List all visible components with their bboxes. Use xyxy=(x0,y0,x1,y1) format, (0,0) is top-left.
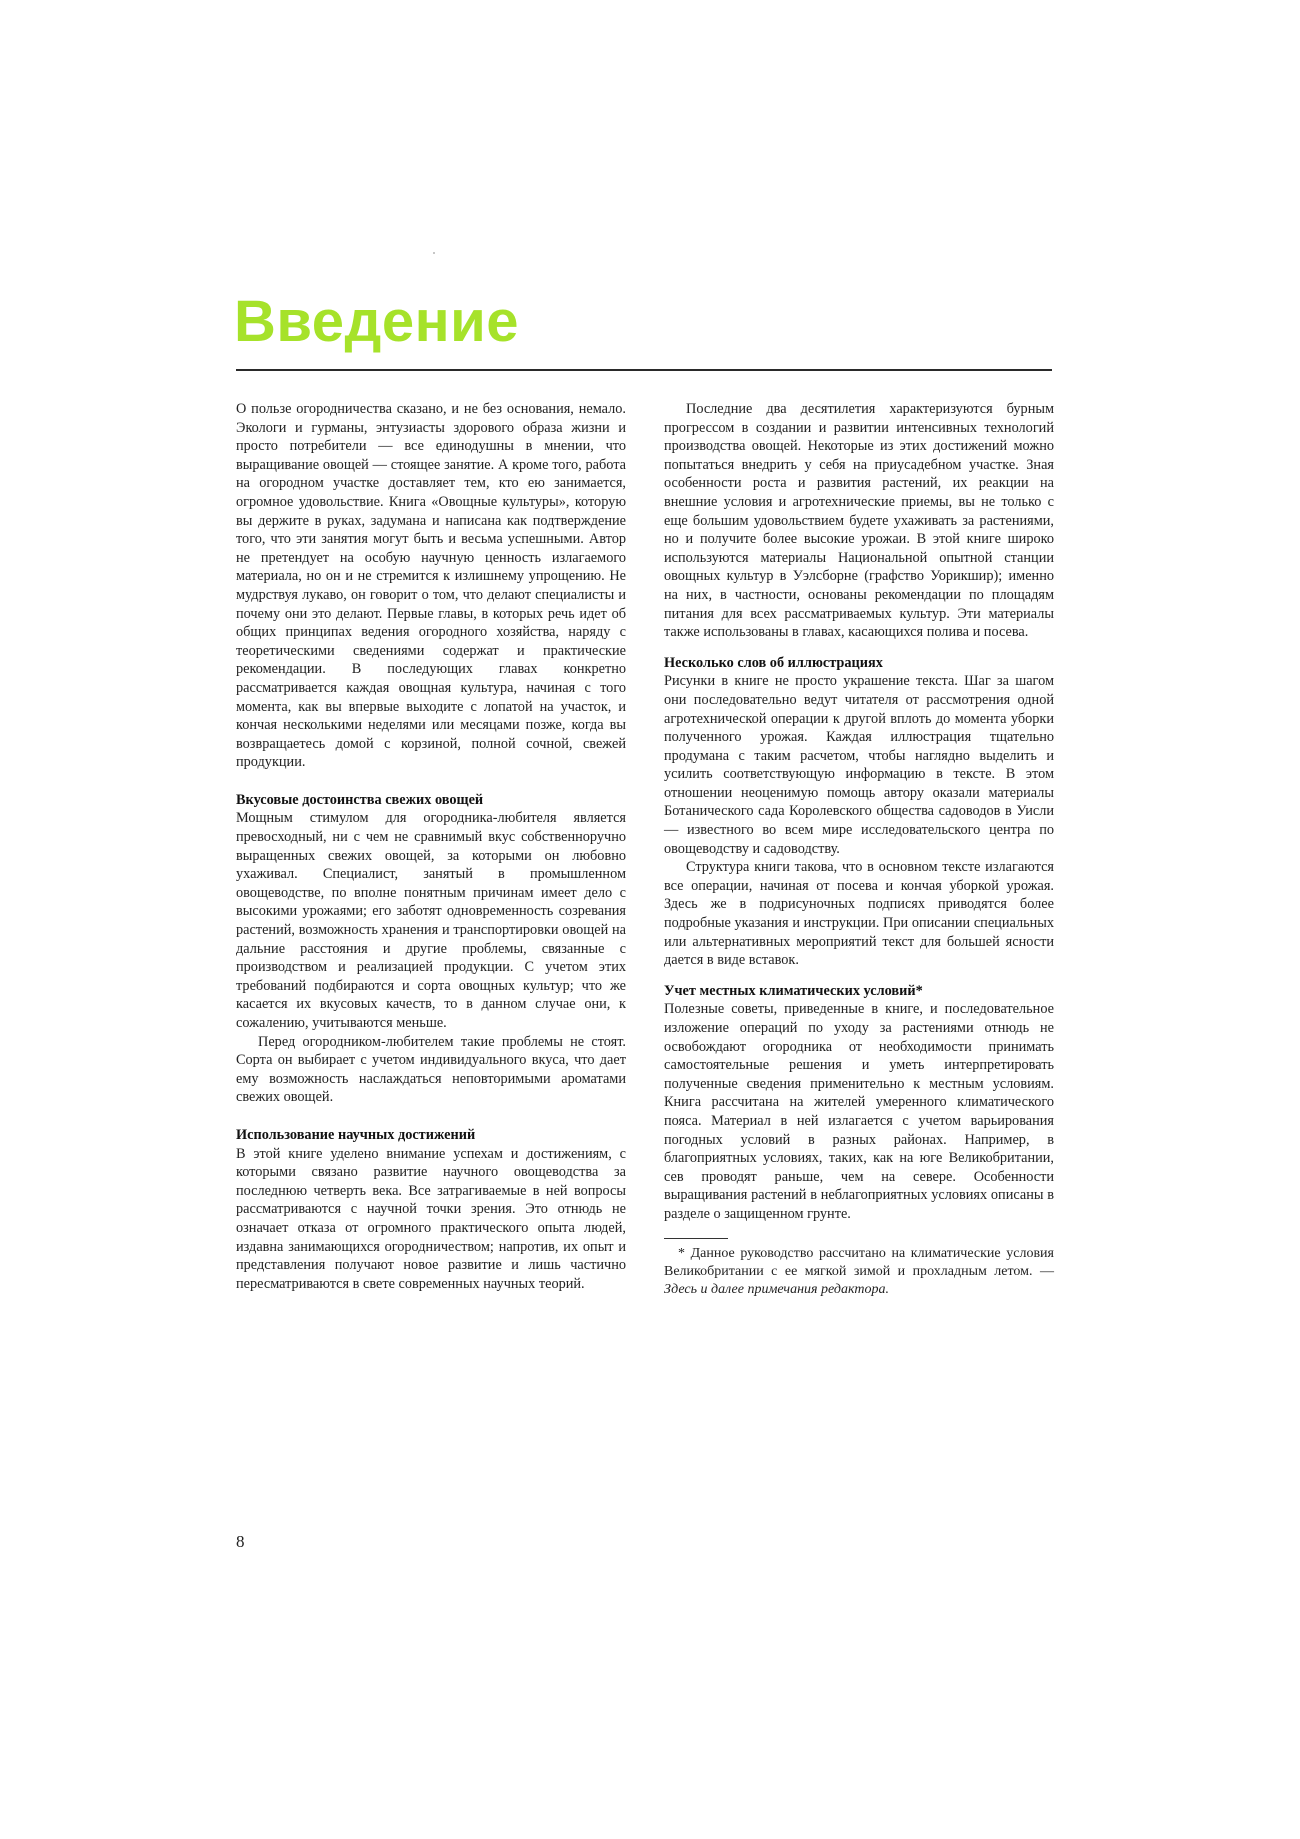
title-rule xyxy=(236,369,1052,371)
fresh-taste-paragraph-2: Перед огородником-любителем такие проблемы не стоят. Сорта он выбирает с учетом индивидуального вкуса, что дает ему возможность наслаждаться неповторимыми ароматами свежих овощей. xyxy=(236,1033,626,1106)
illustrations-paragraph-1: Рисунки в книге не просто украшение текста. Шаг за шагом они последовательно ведут читателя от рассмотрения одной агротехнической операции к другой вплоть до момента уборки полученного урожая. Каждая иллюстрация тщательно продумана с таким расчетом, чтобы наглядно выделить и усилить соответствующую информацию в тексте. В этом отношении неоценимую помощь автору оказали материалы Ботанического сада Королевского общества садоводов в Уисли — известного во всем мире исследовательского центра по овощеводству и садоводству. xyxy=(664,673,1054,857)
progress-paragraph: Последние два десятилетия характеризуются бурным прогрессом в создании и развитии интенсивных технологий производства овощей. Некоторые из этих достижений можно попытаться внедрить у себя на приусадебном участке. Зная особенности роста и развития растений, их реакции на внешние условия и агротехнические приемы, вы не только с еще большим удовольствием будете ухаживать за растениями, но и получите более высокие урожаи. В этой книге широко используются материалы Национальной опытной станции овощных культур в Уэлсборне (графство Уорикшир); именно на них, в частности, основаны рекомендации по площадям питания для всех рассматриваемых культур. Эти материалы также использованы в главах, касающихся полива и посева. xyxy=(664,401,1054,641)
science-paragraph: В этой книге уделено внимание успехам и достижениям, с которыми связано развитие научного овощеводства за последнюю четверть века. Все затрагиваемые в ней вопросы рассматриваются с научной точки зрения. Это отнюдь не означает отказа от огромного практического опыта людей, издавна занимающихся огородничеством; напротив, их опыт и представления получают новое развитие и лишь частично пересматриваются в свете современных научных теорий. xyxy=(236,1145,626,1292)
left-column xyxy=(236,400,626,1293)
page-number: 8 xyxy=(236,1532,245,1551)
section-heading-fresh-taste: Вкусовые достоинства свежих овощей xyxy=(236,791,484,808)
right-column xyxy=(664,400,1054,1299)
climate-paragraph: Полезные советы, приведенные в книге, и последовательное изложение операций по уходу за растениями отнюдь не освобождают огородника от необходимости принимать самостоятельные решения и уметь интерпретировать полученные сведения применительно к местным условиям. Книга рассчитана на жителей умеренного климатического пояса. Материал в ней излагается с учетом варьирования погодных условий в разных районах. Например, в благоприятных условиях, таких, как на юге Великобритании, сев проводят раньше, чем на севере. Особенности выращивания растений в неблагоприятных условиях описаны в разделе о защищенном грунте. xyxy=(664,1001,1054,1222)
footnote-text: * Данное руководство рассчитано на климатические условия Великобритании с ее мягкой зимой и прохладным летом. — xyxy=(664,1245,1054,1279)
page-title: Введение xyxy=(234,289,520,354)
scan-speck xyxy=(433,252,435,254)
section-heading-illustrations: Несколько слов об иллюстрациях xyxy=(664,654,883,671)
intro-paragraph: О пользе огородничества сказано, и не без основания, немало. Экологи и гурманы, энтузиасты здорового образа жизни и просто потребители — все единодушны в мнении, что выращивание овощей — стоящее занятие. А кроме того, работа на огородном участке доставляет тем, кто ею занимается, огромное удовольствие. Книга «Овощные культуры», которую вы держите в руках, задумана и написана как подтверждение того, что эти занятия могут быть и весьма успешными. Автор не претендует на особую научную ценность излагаемого материала, но он и не стремится к излишнему упрощению. Не мудрствуя лукаво, он говорит о том, что делают специалисты и почему они это делают. Первые главы, в которых речь идет об общих принципах ведения огородного хозяйства, наряду с теоретическими сведениями содержат и практические рекомендации. В последующих главах конкретно рассматривается каждая овощная культура, начиная с того момента, как вы впервые выходите с лопатой на участок, и кончая несколькими неделями или месяцами позже, когда вы возвращаетесь домой с корзиной, полной сочной, свежей продукции. xyxy=(236,401,626,771)
footnote-italic: Здесь и далее примечания редактора. xyxy=(664,1281,889,1297)
footnote-rule xyxy=(664,1238,728,1239)
section-heading-science: Использование научных достижений xyxy=(236,1126,476,1143)
footnote xyxy=(664,1245,1054,1299)
fresh-taste-paragraph-1: Мощным стимулом для огородника-любителя является превосходный, ни с чем не сравнимый вкус собственноручно выращенных свежих овощей, за которыми он любовно ухаживал. Специалист, занятый в промышленном овощеводстве, по вполне понятным причинам имеет дело с высокими урожаями; его заботят одновременность созревания растений, возможность хранения и транспортировки овощей на дальние расстояния и другие проблемы, связанные с производством и реализацией продукции. С учетом этих требований подбираются и сорта овощных культур; что же касается их вкусовых качеств, то в данном случае они, к сожалению, учитываются меньше. xyxy=(236,810,626,1031)
illustrations-paragraph-2: Структура книги такова, что в основном тексте излагаются все операции, начиная от посева и кончая уборкой урожая. Здесь же в подрисуночных подписях приводятся более подробные указания и инструкции. При описании специальных или альтернативных мероприятий текст для большей ясности дается в виде вставок. xyxy=(664,859,1054,969)
section-heading-climate: Учет местных климатических условий* xyxy=(664,982,923,999)
